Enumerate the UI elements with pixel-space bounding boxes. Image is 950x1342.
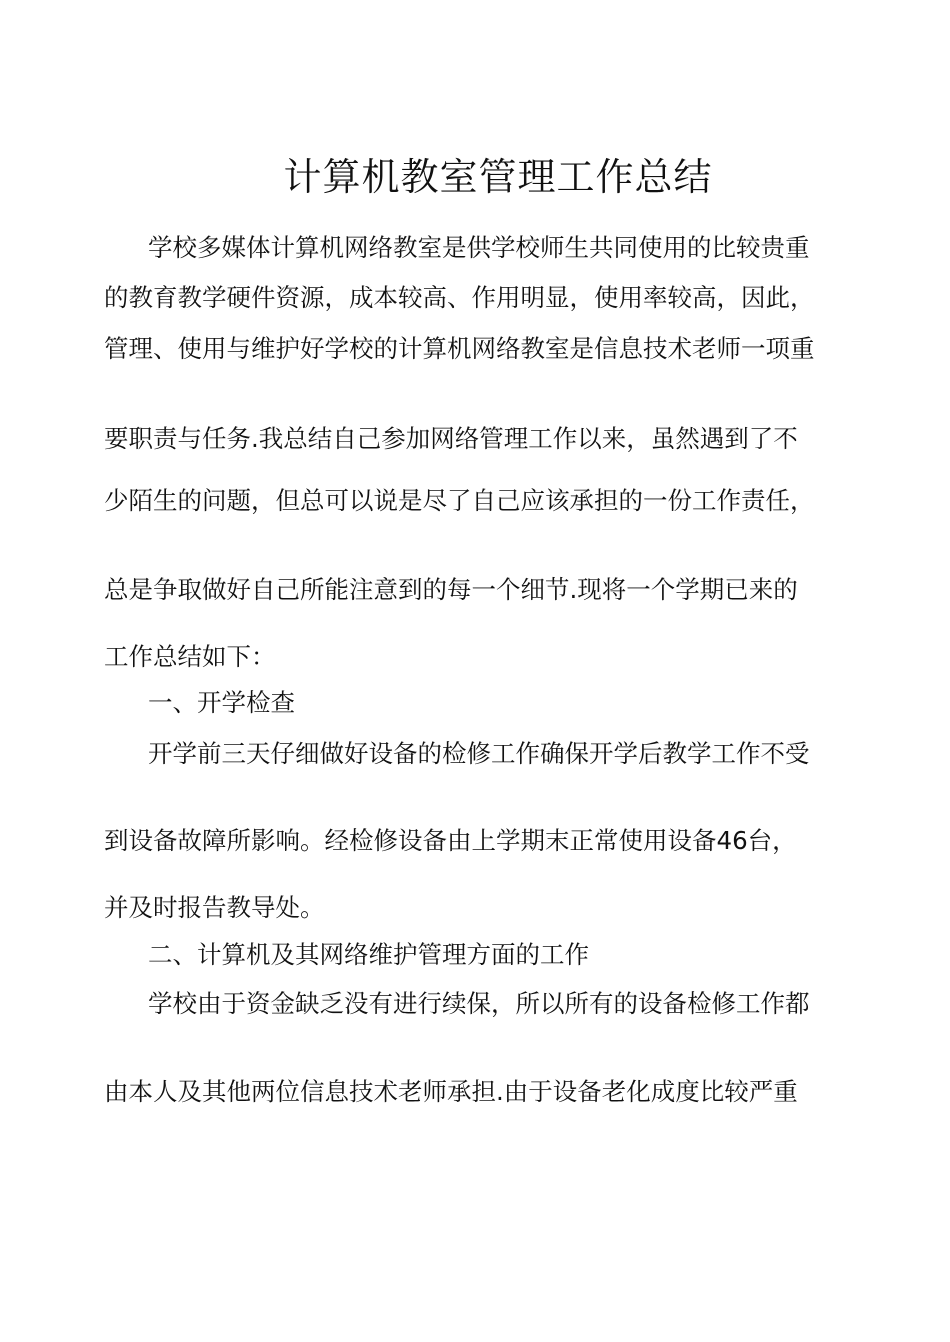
section-heading: 二、计算机及其网络维护管理方面的工作 [148, 940, 589, 969]
paragraph-line: 学校由于资金缺乏没有进行续保，所以所有的设备检修工作都 [148, 989, 810, 1018]
paragraph-line: 的教育教学硬件资源，成本较高、作用明显，使用率较高，因此， [104, 283, 815, 312]
paragraph-line: 要职责与任务.我总结自己参加网络管理工作以来，虽然遇到了不 [104, 424, 798, 453]
paragraph-line: 开学前三天仔细做好设备的检修工作确保开学后教学工作不受 [148, 739, 810, 768]
paragraph-line: 学校多媒体计算机网络教室是供学校师生共同使用的比较贵重 [148, 233, 810, 262]
paragraph-line: 由本人及其他两位信息技术老师承担.由于设备老化成度比较严重 [104, 1077, 798, 1106]
paragraph-line: 到设备故障所影响。经检修设备由上学期末正常使用设备46台， [104, 826, 797, 855]
paragraph-line: 少陌生的问题，但总可以说是尽了自己应该承担的一份工作责任， [104, 486, 815, 515]
paragraph-line: 并及时报告教导处。 [104, 893, 325, 922]
paragraph-line: 管理、使用与维护好学校的计算机网络教室是信息技术老师一项重 [104, 334, 815, 363]
page-title: 计算机教室管理工作总结 [283, 155, 713, 199]
paragraph-line: 工作总结如下： [104, 642, 276, 671]
paragraph-line: 总是争取做好自己所能注意到的每一个细节.现将一个学期已来的 [104, 575, 798, 604]
section-heading: 一、开学检查 [148, 688, 295, 717]
